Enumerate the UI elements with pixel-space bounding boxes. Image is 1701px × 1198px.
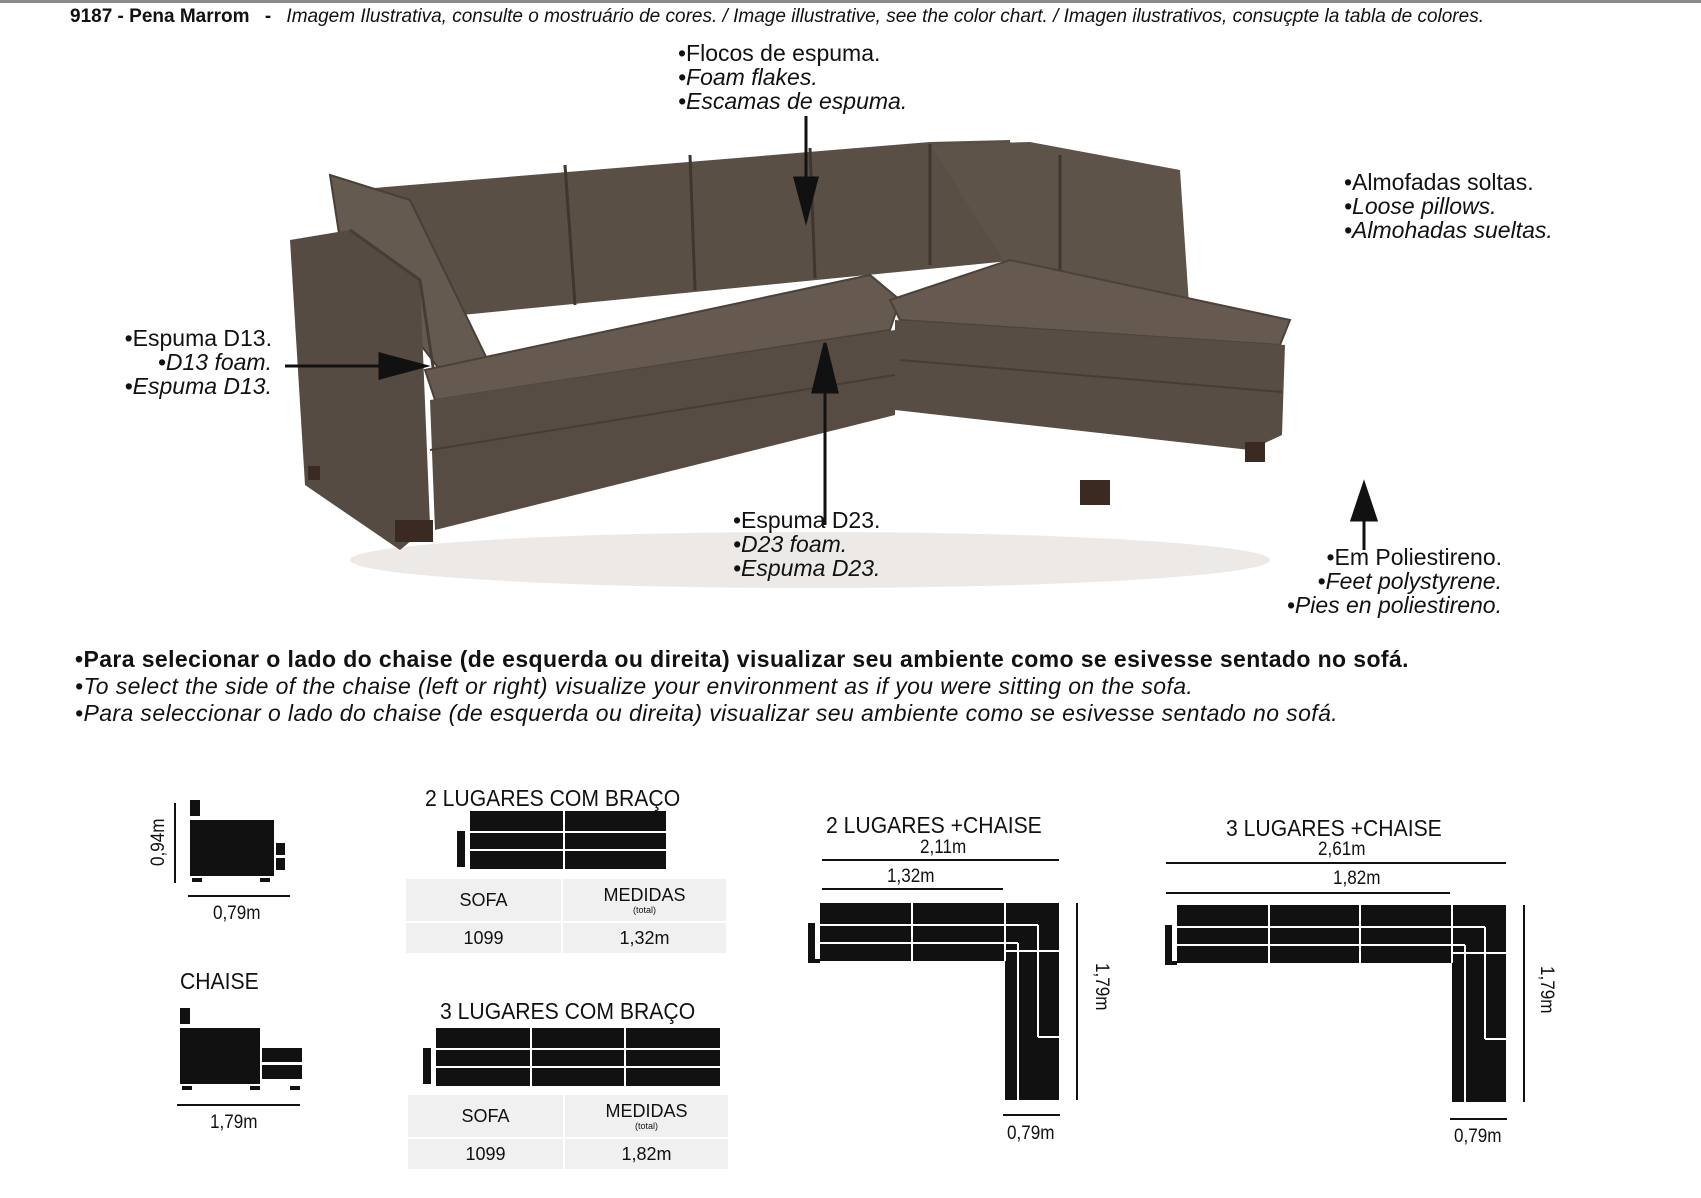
side-view-depth: 0,79m: [213, 903, 261, 924]
three-seat-col2: MEDIDAS (total): [565, 1095, 728, 1137]
three-chaise-depth: 1,79m: [1536, 966, 1557, 1014]
annotation-line-es: •Escamas de espuma.: [678, 88, 908, 114]
annotation-d23: [733, 508, 880, 580]
chaise-length: 1,79m: [210, 1112, 258, 1133]
three-chaise-title: 3 LUGARES +CHAISE: [1226, 815, 1442, 841]
three-seat-diagram: [420, 1025, 725, 1090]
three-seat-col1: SOFA: [408, 1095, 563, 1137]
two-seat-diagram: [452, 808, 672, 873]
three-seat-title: 3 LUGARES COM BRAÇO: [440, 998, 696, 1024]
annotation-line-pt: •Espuma D13.: [124, 325, 272, 351]
annotation-line-pt: •Almofadas soltas.: [1344, 169, 1534, 195]
annotation-line-en: •Feet polystyrene.: [1317, 568, 1502, 594]
two-seat-title: 2 LUGARES COM BRAÇO: [425, 785, 681, 811]
three-seat-table: [406, 1093, 730, 1171]
annotation-line-es: •Espuma D13.: [124, 373, 272, 399]
annotation-line-en: •D23 foam.: [733, 531, 848, 557]
annotation-d13: [100, 326, 272, 398]
product-code: 9187 - Pena Marrom: [70, 6, 250, 27]
annotation-line-es: •Pies en poliestireno.: [1286, 592, 1502, 618]
instruction-pt: •Para selecionar o lado do chaise (de esquerda ou direita) visualizar seu ambiente como se esivesse sentado no sofá.: [75, 646, 1409, 672]
instruction-es: •Para seleccionar o lado do chaise (de esquerda ou direita) visualizar seu ambiente como se esivesse sentado no sofá.: [75, 700, 1339, 726]
three-seat-code: 1099: [408, 1139, 563, 1169]
three-seat-measure: 1,82m: [565, 1139, 728, 1169]
chaise-diagram: [172, 1005, 312, 1110]
annotation-line-en: •Loose pillows.: [1344, 193, 1497, 219]
annotation-line-es: •Espuma D23.: [733, 555, 881, 581]
annotation-loose-pillows: [1344, 170, 1553, 242]
two-seat-col1: SOFA: [406, 879, 561, 921]
annotation-feet: [1250, 545, 1502, 617]
annotation-line-pt: •Espuma D23.: [733, 507, 881, 533]
annotation-line-es: •Almohadas sueltas.: [1344, 217, 1553, 243]
three-chaise-partial: 1,82m: [1333, 868, 1381, 889]
annotation-foam-flakes: [678, 41, 907, 113]
two-chaise-width: 0,79m: [1007, 1123, 1055, 1144]
chaise-title: CHAISE: [180, 968, 259, 994]
header-note: Imagem Ilustrativa, consulte o mostruário de cores. / Image illustrative, see the color chart. / Imagen ilustrativos, consuçpte la tabla de colores.: [286, 6, 1484, 27]
header-separator: -: [264, 6, 272, 27]
three-chaise-diagram: [1160, 857, 1540, 1147]
two-seat-code: 1099: [406, 923, 561, 953]
three-chaise-total: 2,61m: [1318, 839, 1366, 860]
two-chaise-partial: 1,32m: [887, 866, 935, 887]
annotation-line-en: •D13 foam.: [157, 349, 272, 375]
side-view-height: 0,94m: [148, 818, 169, 866]
instruction-en: •To select the side of the chaise (left or right) visualize your environment as if you were sitting on the sofa.: [75, 673, 1194, 699]
two-chaise-diagram: [800, 855, 1100, 1145]
instructions: [75, 646, 1409, 727]
two-seat-measure: 1,32m: [563, 923, 726, 953]
two-chaise-title: 2 LUGARES +CHAISE: [826, 812, 1042, 838]
two-chaise-depth: 1,79m: [1091, 963, 1112, 1011]
annotation-line-en: •Foam flakes.: [678, 64, 818, 90]
annotation-line-pt: •Em Poliestireno.: [1326, 544, 1502, 570]
annotation-line-pt: •Flocos de espuma.: [678, 40, 881, 66]
three-chaise-width: 0,79m: [1454, 1126, 1502, 1147]
side-view-diagram: [150, 795, 300, 905]
two-seat-table: [404, 877, 728, 955]
two-chaise-total: 2,11m: [920, 837, 967, 858]
two-seat-col2: MEDIDAS (total): [563, 879, 726, 921]
